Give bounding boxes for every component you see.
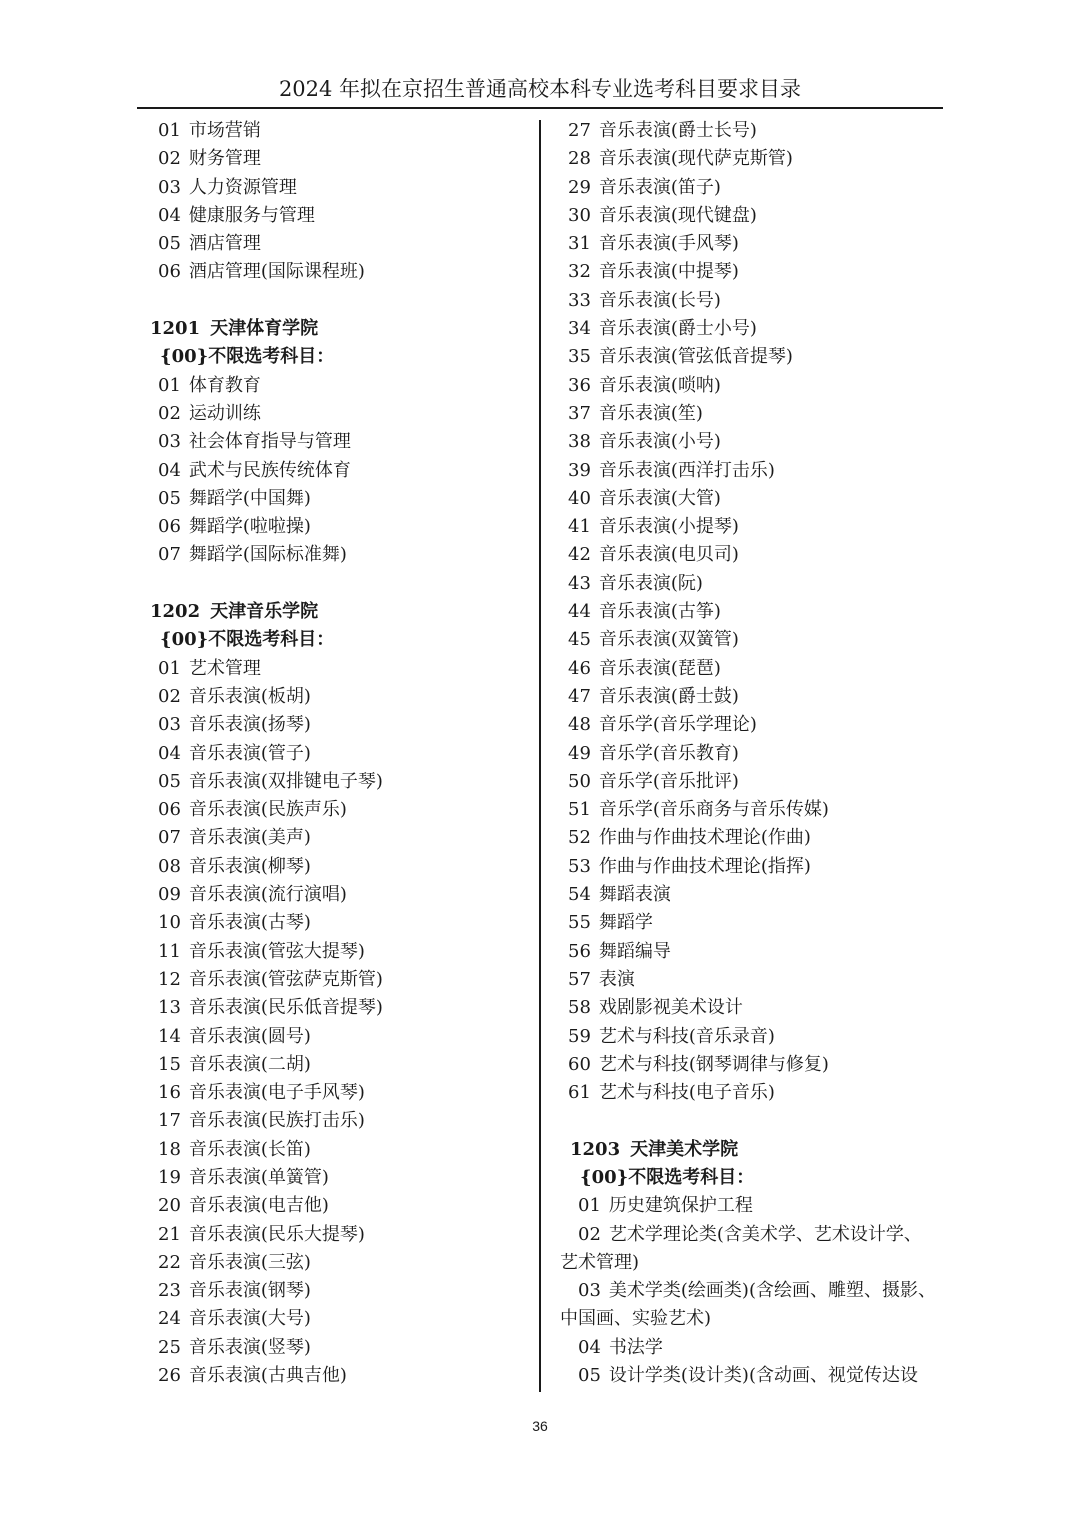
list-item bbox=[560, 1362, 942, 1390]
item-name: 音乐表演(小号) bbox=[598, 431, 721, 453]
list-item bbox=[560, 1334, 942, 1362]
item-number: 01 bbox=[158, 120, 181, 141]
list-item bbox=[150, 768, 532, 796]
item-number: 03 bbox=[158, 431, 181, 453]
item-number: 24 bbox=[158, 1308, 181, 1330]
list-item bbox=[150, 258, 532, 286]
item-name: 音乐表演(西洋打击乐) bbox=[598, 459, 775, 481]
item-number: 56 bbox=[568, 940, 591, 962]
item-number: 59 bbox=[568, 1025, 591, 1047]
item-number: 14 bbox=[158, 1025, 181, 1047]
item-name: 音乐学(音乐学理论) bbox=[598, 714, 757, 736]
title-rule bbox=[137, 107, 943, 109]
item-number: 12 bbox=[158, 968, 181, 990]
item-name: 音乐表演(中提琴) bbox=[598, 261, 739, 283]
list-item bbox=[560, 513, 942, 541]
list-item bbox=[150, 513, 532, 541]
list-item bbox=[150, 1305, 532, 1333]
list-item bbox=[560, 343, 942, 371]
list-item bbox=[560, 598, 942, 626]
item-number: 31 bbox=[568, 233, 591, 255]
list-item bbox=[560, 145, 942, 173]
item-name: 运动训练 bbox=[188, 402, 261, 424]
item-number: 30 bbox=[568, 204, 591, 226]
item-number: 02 bbox=[158, 148, 181, 170]
list-item bbox=[560, 1023, 942, 1051]
list-item bbox=[150, 1164, 532, 1192]
list-item bbox=[150, 1334, 532, 1362]
page-number: 36 bbox=[532, 1418, 548, 1434]
item-name: 音乐表演(民乐低音提琴) bbox=[188, 997, 383, 1019]
item-number: 48 bbox=[568, 714, 591, 736]
item-number: 43 bbox=[568, 572, 591, 594]
requirement-note: {00}不限选考科目： bbox=[160, 629, 335, 651]
item-name: 音乐表演(电贝司) bbox=[598, 544, 739, 566]
item-number: 05 bbox=[158, 233, 181, 255]
list-item bbox=[150, 655, 532, 683]
list-item bbox=[150, 683, 532, 711]
school-heading bbox=[150, 315, 532, 343]
item-name: 设计学类(设计类)(含动画、视觉传达设 bbox=[608, 1365, 918, 1387]
list-item bbox=[560, 457, 942, 485]
item-number: 07 bbox=[158, 827, 181, 849]
item-number: 09 bbox=[158, 884, 181, 906]
school-code: 1201 bbox=[150, 318, 201, 340]
item-number: 03 bbox=[158, 714, 181, 736]
list-item bbox=[560, 768, 942, 796]
item-name: 音乐表演(美声) bbox=[188, 827, 311, 849]
school-name: 天津体育学院 bbox=[210, 318, 319, 340]
item-number: 32 bbox=[568, 261, 591, 283]
school-name: 天津美术学院 bbox=[630, 1138, 739, 1160]
item-name: 市场营销 bbox=[188, 120, 261, 141]
item-name: 音乐表演(古琴) bbox=[188, 912, 311, 934]
item-number: 60 bbox=[568, 1053, 591, 1075]
item-name: 音乐表演(琵琶) bbox=[598, 657, 721, 679]
item-name: 音乐表演(板胡) bbox=[188, 685, 311, 707]
item-number: 04 bbox=[158, 204, 181, 226]
item-name: 酒店管理(国际课程班) bbox=[188, 261, 365, 283]
column-divider bbox=[539, 120, 541, 1392]
item-name: 音乐表演(双簧管) bbox=[598, 629, 739, 651]
item-number: 29 bbox=[568, 176, 591, 198]
item-number: 39 bbox=[568, 459, 591, 481]
item-number: 36 bbox=[568, 374, 591, 396]
item-number: 34 bbox=[568, 318, 591, 340]
item-name: 音乐表演(笛子) bbox=[598, 176, 721, 198]
item-name: 音乐表演(现代萨克斯管) bbox=[598, 148, 793, 170]
item-name: 音乐表演(圆号) bbox=[188, 1025, 311, 1047]
spacer bbox=[150, 570, 532, 598]
item-name: 舞蹈学(中国舞) bbox=[188, 487, 311, 509]
list-item bbox=[560, 683, 942, 711]
item-number: 17 bbox=[158, 1110, 181, 1132]
requirement-note: {00}不限选考科目： bbox=[580, 1166, 755, 1188]
item-name: 音乐表演(电子手风琴) bbox=[188, 1082, 365, 1104]
item-name: 音乐表演(民族打击乐) bbox=[188, 1110, 365, 1132]
list-item bbox=[560, 372, 942, 400]
item-number: 04 bbox=[158, 742, 181, 764]
item-number: 54 bbox=[568, 884, 591, 906]
item-name: 舞蹈学(啦啦操) bbox=[188, 516, 311, 538]
item-name: 音乐表演(唢呐) bbox=[598, 374, 721, 396]
item-number: 61 bbox=[568, 1082, 591, 1104]
list-item bbox=[560, 655, 942, 683]
list-item bbox=[560, 400, 942, 428]
right-column bbox=[560, 117, 942, 1390]
item-number: 02 bbox=[158, 685, 181, 707]
list-item bbox=[150, 1079, 532, 1107]
item-number: 04 bbox=[158, 459, 181, 481]
item-number: 07 bbox=[158, 544, 181, 566]
item-number: 53 bbox=[568, 855, 591, 877]
item-name: 舞蹈学 bbox=[598, 912, 653, 934]
list-item bbox=[150, 909, 532, 937]
item-number: 01 bbox=[158, 657, 181, 679]
item-number: 18 bbox=[158, 1138, 181, 1160]
item-name: 音乐表演(管子) bbox=[188, 742, 311, 764]
item-number: 44 bbox=[568, 601, 591, 623]
list-item bbox=[560, 117, 942, 145]
list-item bbox=[150, 428, 532, 456]
item-name: 音乐表演(民乐大提琴) bbox=[188, 1223, 365, 1245]
item-number: 01 bbox=[158, 374, 181, 396]
item-name: 音乐表演(电吉他) bbox=[188, 1195, 329, 1217]
item-number: 35 bbox=[568, 346, 591, 368]
left-column bbox=[150, 117, 532, 1390]
list-item bbox=[560, 909, 942, 937]
item-number: 16 bbox=[158, 1082, 181, 1104]
list-item bbox=[150, 1362, 532, 1390]
item-number: 06 bbox=[158, 261, 181, 283]
item-number: 40 bbox=[568, 487, 591, 509]
item-number: 50 bbox=[568, 770, 591, 792]
item-name: 戏剧影视美术设计 bbox=[598, 997, 743, 1019]
item-name: 音乐表演(民族声乐) bbox=[188, 799, 347, 821]
list-item bbox=[560, 541, 942, 569]
item-name: 音乐学(音乐商务与音乐传媒) bbox=[598, 799, 829, 821]
list-item bbox=[560, 428, 942, 456]
item-name: 音乐表演(现代键盘) bbox=[598, 204, 757, 226]
list-item bbox=[150, 740, 532, 768]
list-item bbox=[150, 1221, 532, 1249]
list-item bbox=[150, 541, 532, 569]
list-item bbox=[150, 230, 532, 258]
item-number: 03 bbox=[578, 1280, 601, 1302]
item-number: 05 bbox=[578, 1365, 601, 1387]
list-item bbox=[560, 485, 942, 513]
list-item bbox=[560, 1051, 942, 1079]
list-item bbox=[560, 315, 942, 343]
item-name: 音乐表演(流行演唱) bbox=[188, 884, 347, 906]
item-name: 音乐表演(扬琴) bbox=[188, 714, 311, 736]
list-item bbox=[150, 796, 532, 824]
requirement-note: {00}不限选考科目： bbox=[160, 346, 335, 368]
item-number: 06 bbox=[158, 799, 181, 821]
item-number: 28 bbox=[568, 148, 591, 170]
item-name: 音乐学(音乐教育) bbox=[598, 742, 739, 764]
list-item bbox=[560, 570, 942, 598]
item-number: 47 bbox=[568, 685, 591, 707]
list-item bbox=[150, 1107, 532, 1135]
item-number: 37 bbox=[568, 402, 591, 424]
item-number: 58 bbox=[568, 997, 591, 1019]
item-number: 55 bbox=[568, 912, 591, 934]
item-name: 舞蹈表演 bbox=[598, 884, 671, 906]
list-item bbox=[150, 1051, 532, 1079]
list-item bbox=[560, 824, 942, 852]
item-number: 08 bbox=[158, 855, 181, 877]
spacer bbox=[560, 1107, 942, 1135]
item-number: 10 bbox=[158, 912, 181, 934]
item-number: 42 bbox=[568, 544, 591, 566]
item-name: 历史建筑保护工程 bbox=[608, 1195, 753, 1217]
item-name: 音乐表演(古典吉他) bbox=[188, 1365, 347, 1387]
item-name: 艺术与科技(钢琴调律与修复) bbox=[598, 1053, 829, 1075]
item-name: 音乐表演(二胡) bbox=[188, 1053, 311, 1075]
item-name: 音乐表演(管弦大提琴) bbox=[188, 940, 365, 962]
school-name: 天津音乐学院 bbox=[210, 601, 319, 623]
list-item bbox=[560, 881, 942, 909]
school-heading bbox=[150, 598, 532, 626]
item-number: 25 bbox=[158, 1336, 181, 1358]
item-number: 27 bbox=[568, 120, 591, 141]
item-number: 03 bbox=[158, 176, 181, 198]
item-name: 音乐表演(双排键电子琴) bbox=[188, 770, 383, 792]
item-number: 26 bbox=[158, 1365, 181, 1387]
list-item bbox=[560, 230, 942, 258]
item-name: 音乐表演(竖琴) bbox=[188, 1336, 311, 1358]
list-item bbox=[560, 626, 942, 654]
item-name: 表演 bbox=[598, 968, 635, 990]
item-name: 音乐表演(爵士鼓) bbox=[598, 685, 739, 707]
list-item bbox=[150, 824, 532, 852]
item-name: 健康服务与管理 bbox=[188, 204, 315, 226]
item-number: 57 bbox=[568, 968, 591, 990]
item-number: 21 bbox=[158, 1223, 181, 1245]
list-item bbox=[150, 1136, 532, 1164]
list-item bbox=[150, 145, 532, 173]
item-name: 音乐表演(爵士小号) bbox=[598, 318, 757, 340]
item-number: 15 bbox=[158, 1053, 181, 1075]
list-item bbox=[150, 1023, 532, 1051]
item-name: 人力资源管理 bbox=[188, 176, 297, 198]
item-number: 46 bbox=[568, 657, 591, 679]
item-number: 41 bbox=[568, 516, 591, 538]
list-item bbox=[150, 938, 532, 966]
item-number: 20 bbox=[158, 1195, 181, 1217]
item-name: 音乐表演(三弦) bbox=[188, 1251, 311, 1273]
item-name: 武术与民族传统体育 bbox=[188, 459, 351, 481]
school-heading bbox=[560, 1136, 942, 1164]
item-name: 音乐表演(阮) bbox=[598, 572, 703, 594]
item-number: 04 bbox=[578, 1336, 601, 1358]
list-item bbox=[560, 1277, 942, 1305]
item-name: 音乐表演(长笛) bbox=[188, 1138, 311, 1160]
list-item bbox=[150, 1277, 532, 1305]
list-item bbox=[150, 966, 532, 994]
item-name: 体育教育 bbox=[188, 374, 261, 396]
list-item bbox=[560, 202, 942, 230]
item-name: 艺术与科技(电子音乐) bbox=[598, 1082, 775, 1104]
item-name: 音乐表演(管弦低音提琴) bbox=[598, 346, 793, 368]
spacer bbox=[150, 287, 532, 315]
item-name: 作曲与作曲技术理论(指挥) bbox=[598, 855, 811, 877]
item-name: 音乐学(音乐批评) bbox=[598, 770, 739, 792]
item-number: 06 bbox=[158, 516, 181, 538]
item-name: 音乐表演(柳琴) bbox=[188, 855, 311, 877]
list-item bbox=[150, 457, 532, 485]
item-name: 书法学 bbox=[608, 1336, 663, 1358]
item-number: 19 bbox=[158, 1166, 181, 1188]
item-number: 51 bbox=[568, 799, 591, 821]
item-name: 艺术学理论类(含美术学、艺术设计学、 bbox=[608, 1223, 922, 1245]
item-name: 音乐表演(古筝) bbox=[598, 601, 721, 623]
list-item bbox=[150, 853, 532, 881]
item-number: 02 bbox=[158, 402, 181, 424]
item-number: 01 bbox=[578, 1195, 601, 1217]
school-code: 1202 bbox=[150, 601, 201, 623]
list-item-continuation: 艺术管理) bbox=[560, 1251, 640, 1273]
item-number: 05 bbox=[158, 487, 181, 509]
list-item bbox=[560, 796, 942, 824]
item-name: 社会体育指导与管理 bbox=[188, 431, 351, 453]
page-title: 2024 年拟在京招生普通高校本科专业选考科目要求目录 bbox=[278, 77, 802, 101]
list-item bbox=[150, 485, 532, 513]
list-item bbox=[560, 174, 942, 202]
item-name: 艺术管理 bbox=[188, 657, 261, 679]
list-item bbox=[560, 966, 942, 994]
item-number: 45 bbox=[568, 629, 591, 651]
list-item bbox=[150, 117, 532, 145]
item-number: 52 bbox=[568, 827, 591, 849]
item-name: 作曲与作曲技术理论(作曲) bbox=[598, 827, 811, 849]
list-item bbox=[560, 740, 942, 768]
list-item bbox=[560, 711, 942, 739]
item-number: 33 bbox=[568, 289, 591, 311]
item-number: 11 bbox=[158, 940, 181, 962]
item-number: 05 bbox=[158, 770, 181, 792]
item-name: 酒店管理 bbox=[188, 233, 261, 255]
list-item-continuation: 中国画、实验艺术) bbox=[560, 1308, 712, 1330]
list-item bbox=[560, 994, 942, 1022]
item-name: 舞蹈编导 bbox=[598, 940, 671, 962]
item-name: 音乐表演(大管) bbox=[598, 487, 721, 509]
list-item bbox=[560, 258, 942, 286]
item-name: 音乐表演(手风琴) bbox=[598, 233, 739, 255]
item-name: 音乐表演(单簧管) bbox=[188, 1166, 329, 1188]
list-item bbox=[150, 400, 532, 428]
list-item bbox=[560, 1079, 942, 1107]
item-name: 美术学类(绘画类)(含绘画、雕塑、摄影、 bbox=[608, 1280, 936, 1302]
item-number: 13 bbox=[158, 997, 181, 1019]
item-number: 22 bbox=[158, 1251, 181, 1273]
list-item bbox=[560, 287, 942, 315]
list-item bbox=[150, 881, 532, 909]
item-number: 02 bbox=[578, 1223, 601, 1245]
list-item bbox=[150, 202, 532, 230]
list-item bbox=[150, 711, 532, 739]
item-name: 音乐表演(大号) bbox=[188, 1308, 311, 1330]
list-item bbox=[150, 372, 532, 400]
item-name: 音乐表演(长号) bbox=[598, 289, 721, 311]
list-item bbox=[150, 1192, 532, 1220]
item-name: 音乐表演(笙) bbox=[598, 402, 703, 424]
list-item bbox=[150, 1249, 532, 1277]
item-name: 音乐表演(钢琴) bbox=[188, 1280, 311, 1302]
list-item bbox=[150, 174, 532, 202]
item-name: 音乐表演(管弦萨克斯管) bbox=[188, 968, 383, 990]
list-item bbox=[150, 994, 532, 1022]
item-name: 艺术与科技(音乐录音) bbox=[598, 1025, 775, 1047]
item-number: 23 bbox=[158, 1280, 181, 1302]
item-number: 38 bbox=[568, 431, 591, 453]
item-number: 49 bbox=[568, 742, 591, 764]
item-name: 音乐表演(爵士长号) bbox=[598, 120, 757, 141]
list-item bbox=[560, 853, 942, 881]
school-code: 1203 bbox=[570, 1138, 621, 1160]
list-item bbox=[560, 938, 942, 966]
list-item bbox=[560, 1221, 942, 1249]
item-name: 舞蹈学(国际标准舞) bbox=[188, 544, 347, 566]
item-name: 音乐表演(小提琴) bbox=[598, 516, 739, 538]
item-name: 财务管理 bbox=[188, 148, 261, 170]
list-item bbox=[560, 1192, 942, 1220]
